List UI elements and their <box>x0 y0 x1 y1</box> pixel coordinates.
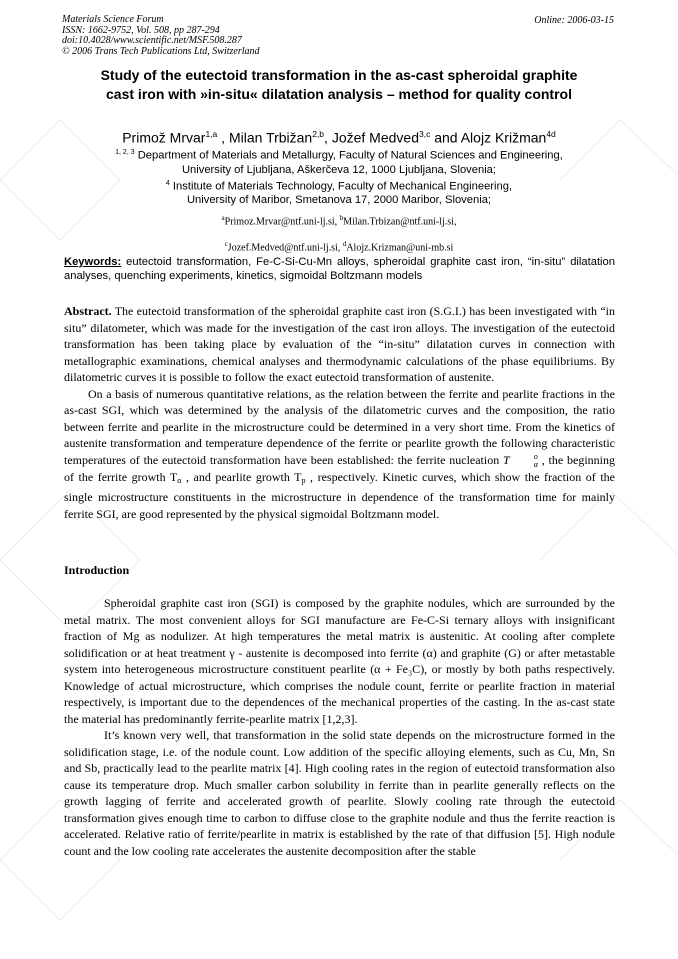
email-sup: d <box>342 240 347 249</box>
affiliation-1-line-1 <box>40 146 638 163</box>
email-line-1 <box>40 207 638 233</box>
title-line-2: cast iron with »in-situ« dilatation analysis – method for quality control <box>106 86 572 102</box>
email-a[interactable]: Primoz.Mrvar@ntf.uni-lj.si, <box>224 216 338 228</box>
journal-name: Materials Science Forum <box>62 14 164 25</box>
email-sup: b <box>339 214 344 222</box>
author-separator: , <box>217 129 229 146</box>
keywords <box>64 256 615 283</box>
affiliation-1-text: Department of Materials and Metallurgy, Faculty of Natural Sciences and Engineering, <box>134 149 563 162</box>
t-p-sub: p <box>301 475 306 485</box>
abstract-text-2d: , respectively. Kinetic curves, which show the fraction of the single microstructure constituents in the microstructure in dependence of the transformation time for mainly ferrite SGI, are good represented by the physical sigmoidal Boltzmann model. <box>64 469 615 521</box>
online-date: Online: 2006-03-15 <box>534 15 614 26</box>
author-2: Milan Trbižan <box>228 129 313 146</box>
affiliation-1-line-2: University of Ljubljana, Aškerčeva 12, 1000 Ljubljana, Slovenia; <box>181 163 497 176</box>
paper-title <box>40 66 638 104</box>
author-1: Primož Mrvar <box>122 129 206 146</box>
author-2-sup: 2,b <box>312 129 325 139</box>
abstract-text-1: The eutectoid transformation of the spheroidal graphite cast iron (S.G.I.) has been investigated with “in situ” dilatometer, which was made for the investigation of the cast iron alloys. The investigation of the eutectoid transformation has been taking place by evaluation of the “in-situ” dilatation curves in connection with metallographic examinations, chemical analyses and thermodynamic calculations of the phase equilibriums. By dilatometric curves it is possible to follow the exact eutectoid transformation of austenite. <box>64 304 615 384</box>
copyright-line: © 2006 Trans Tech Publications Ltd, Switzerland <box>62 45 260 57</box>
affiliations <box>40 146 638 207</box>
abstract-text-2b: , the beginning of the ferrite growth T <box>64 452 615 484</box>
introduction-heading: Introduction <box>64 563 130 577</box>
author-3: Jožef Medved <box>331 129 419 146</box>
author-list <box>40 126 638 147</box>
abstract-label: Abstract. <box>64 304 112 318</box>
doi-line: doi:10.4028/www.scientific.net/MSF.508.287 <box>62 35 242 47</box>
email-c[interactable]: Jozef.Medved@ntf.uni-lj.si, <box>227 242 341 254</box>
email-list <box>40 207 638 260</box>
t-symbol: T <box>503 452 510 467</box>
introduction-body <box>64 595 615 859</box>
author-1-sup: 1,a <box>205 129 218 139</box>
author-separator: and <box>430 129 461 146</box>
author-3-sup: 3,c <box>419 129 431 139</box>
title-line-1: Study of the eutectoid transformation in the as-cast spheroidal graphite <box>100 67 578 83</box>
affiliation-2-text: Institute of Materials Technology, Faculty of Mechanical Engineering, <box>169 180 513 193</box>
author-4: Alojz Križman <box>460 129 547 146</box>
email-d[interactable]: Alojz.Krizman@uni-mb.si <box>346 242 454 254</box>
affiliation-2-sup: 4 <box>165 179 170 187</box>
affiliation-2-line-1 <box>40 177 638 194</box>
issn-line: ISSN: 1662-9752, Vol. 508, pp 287-294 <box>62 24 220 36</box>
journal-header <box>62 15 260 57</box>
author-separator: , <box>324 129 332 146</box>
abstract <box>64 303 615 522</box>
abstract-paragraph-2 <box>64 386 615 523</box>
affiliation-2-line-2: University of Maribor, Smetanova 17, 2000 Maribor, Slovenia; <box>186 194 492 207</box>
email-sup: a <box>221 214 225 222</box>
affiliation-1-sup: 1, 2, 3 <box>115 149 135 156</box>
keywords-label: Keywords: <box>64 256 122 268</box>
t-sub: α <box>533 459 538 469</box>
abstract-paragraph-1 <box>64 303 615 386</box>
keywords-text: eutectoid transformation, Fe-C-Si-Cu-Mn alloys, spheroidal graphite cast iron, “in-situ” dilatation analyses, quenching experiments, kinetics, sigmoidal Boltzmann models <box>64 256 615 282</box>
abstract-text-2a: On a basis of numerous quantitative relations, as the relation between the ferrite and pearlite fractions in the as-cast SGI, which was determined by the analysis of the dilatometric curves and the composition, the ratio between ferrite and pearlite in the microstructure could be determined in a very short time. From the kinetics of austenite transformation and temperature dependence of the ferrite or pearlite growth the following characteristic temperatures of the eutectoid transformation have been established: the ferrite nucleation <box>64 386 615 467</box>
author-4-sup: 4d <box>546 129 556 139</box>
email-b[interactable]: Milan.Trbizan@ntf.uni-lj.si, <box>343 216 457 228</box>
intro-paragraph-1: Spheroidal graphite cast iron (SGI) is composed by the graphite nodules, which are surrounded by the metal matrix. The most convenient alloys for SGI manufacture are Fe-C-Si ternary alloys with insignificant fraction of Mg as nodulizer. At high temperatures the metal matrix is austenitic. At cooling after complete solidification or at heat treatment γ - austenite is decomposed into ferrite (α) and graphite (G) or after metastable system into heterogeneous microstructure constituent pearlite (α + Fe₃C), or mostly by both paths respectively. Knowledge of actual microstructure, which comprises the nodule count, ferrite or pearlite fraction in material respectively, is important due to the dependences of the mechanical properties of the casting. In the as-cast state the material has predominantly ferrite-pearlite matrix [1,2,3]. <box>64 596 615 726</box>
abstract-text-2c: , and pearlite growth T <box>181 469 302 484</box>
t-sup: o <box>533 451 538 461</box>
email-sup: c <box>224 240 228 249</box>
intro-paragraph-2: It’s known very well, that transformation in the solid state depends on the microstructure formed in the solidification stage, i.e. of the nodule count. Low addition of the specific alloying elements, such as Cu, Mn, Sn and Sb, practically lead to the pearlite matrix [4]. High cooling rates in the region of eutectoid transformation also cause its temperature drop. Much smaller carbon solubility in ferrite than in pearlite generally reflects on the growth lagging of ferrite and accelerated growth of pearlite. Slowly cooling rate through the eutectoid transformation gives enough time to carbon to diffuse close to the graphite nodule and thus the ferrite reaction is accelerated. Relative ratio of ferrite/pearlite in matrix is established by the rate of that diffusion [5]. High nodule count and the low cooling rate accelerates the austenite decomposition after the stable <box>64 728 615 858</box>
t-alpha-o-symbol <box>503 453 538 467</box>
t-alpha-sub: α <box>177 475 182 485</box>
